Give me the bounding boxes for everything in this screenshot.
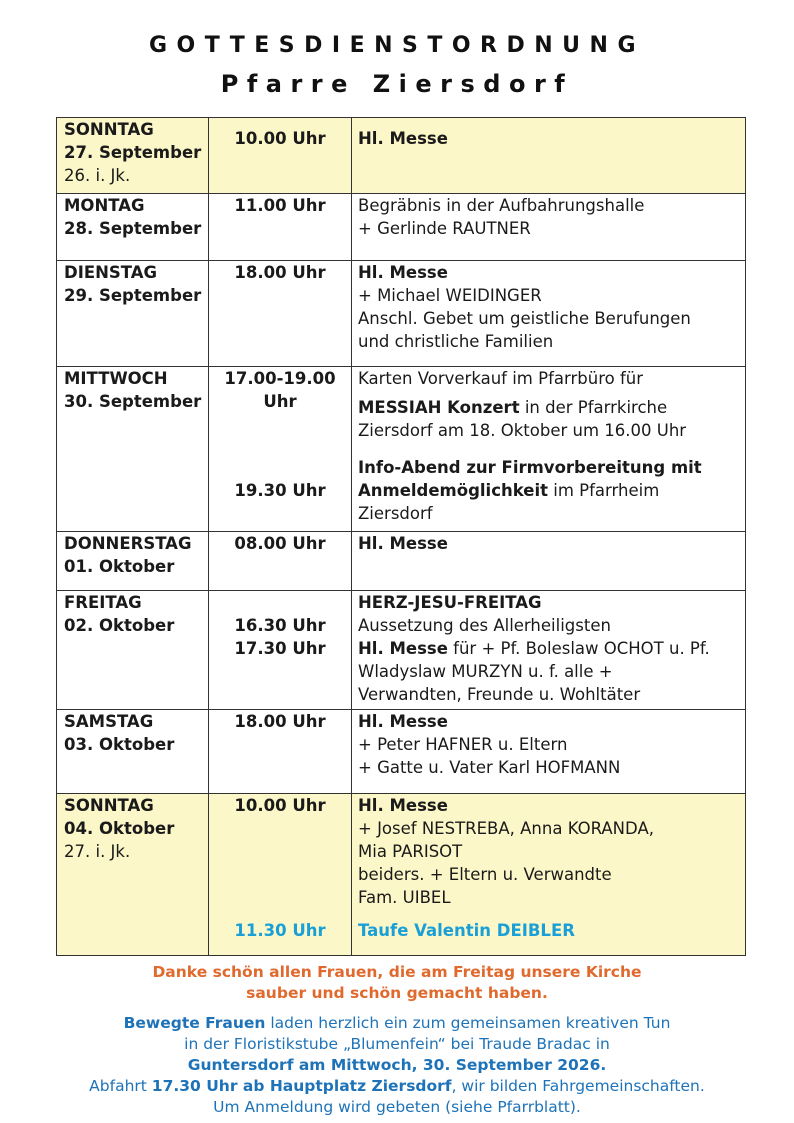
service-line: Begräbnis in der Aufbahrungshalle [358, 196, 645, 215]
schedule-row [57, 532, 746, 591]
time: 16.30 Uhr [234, 616, 326, 635]
time-cell [209, 710, 352, 794]
schedule-row [57, 261, 746, 367]
weekday: DONNERSTAG [64, 534, 192, 553]
page-title: GOTTESDIENSTORDNUNG [148, 33, 646, 58]
service-cell [352, 261, 746, 367]
time-cell [209, 367, 352, 532]
service-title: Hl. Messe [358, 534, 448, 553]
service-cell [352, 118, 746, 194]
time: 10.00 Uhr [234, 129, 326, 148]
mass-label: Hl. Messe [358, 639, 448, 658]
time: 18.00 Uhr [234, 263, 326, 282]
day-cell [57, 367, 209, 532]
weekday: SAMSTAG [64, 712, 154, 731]
baptism-time: 11.30 Uhr [234, 921, 326, 940]
date: 30. September [64, 392, 202, 411]
service-line: + Gerlinde RAUTNER [358, 219, 531, 238]
liturgical-week: 27. i. Jk. [64, 842, 131, 861]
time: 17.30 Uhr [234, 639, 326, 658]
time-cell [209, 118, 352, 194]
service-line: + Gatte u. Vater Karl HOFMANN [358, 758, 621, 777]
day-cell [57, 194, 209, 261]
date: 28. September [64, 219, 202, 238]
event-text: Abfahrt [89, 1077, 152, 1095]
service-line: beiders. + Eltern u. Verwandte [358, 865, 612, 884]
service-title: Info-Abend zur Firmvorbereitung mit [358, 458, 702, 477]
time-cell [209, 261, 352, 367]
schedule-row [57, 710, 746, 794]
schedule-row [57, 194, 746, 261]
registration-label: Anmeldemöglichkeit [358, 481, 548, 500]
service-title: Hl. Messe [358, 796, 448, 815]
date: 27. September [64, 143, 202, 162]
service-title: Hl. Messe [358, 129, 448, 148]
time-cell [209, 591, 352, 710]
liturgical-week: 26. i. Jk. [64, 166, 131, 185]
parish-subtitle: Pfarre Ziersdorf [220, 70, 574, 98]
event-line [0, 1013, 794, 1034]
weekday: SONNTAG [64, 120, 154, 139]
time: 18.00 Uhr [234, 712, 326, 731]
service-line: + Josef NESTREBA, Anna KORANDA, [358, 819, 654, 838]
service-cell [352, 591, 746, 710]
event-date: Guntersdorf am Mittwoch, 30. September 2026. [187, 1056, 607, 1074]
service-cell [352, 194, 746, 261]
time: 17.00-19.00 Uhr [224, 369, 336, 411]
event-notice [0, 1013, 794, 1118]
date: 29. September [64, 286, 202, 305]
service-line: Ziersdorf [358, 504, 433, 523]
service-cell [352, 367, 746, 532]
date: 02. Oktober [64, 616, 175, 635]
schedule-row [57, 591, 746, 710]
day-cell [57, 794, 209, 956]
service-line: + Peter HAFNER u. Eltern [358, 735, 568, 754]
weekday: MONTAG [64, 196, 145, 215]
schedule-row [57, 118, 746, 194]
service-line: Mia PARISOT [358, 842, 463, 861]
service-schedule-table [56, 117, 746, 956]
time-cell [209, 794, 352, 956]
thanks-line: sauber und schön gemacht haben. [246, 984, 548, 1002]
mass-intention: für + Pf. Boleslaw OCHOT u. Pf. [447, 639, 710, 658]
service-line: Wladyslaw MURZYN u. f. alle + [358, 662, 613, 681]
day-cell [57, 261, 209, 367]
weekday: DIENSTAG [64, 263, 158, 282]
time: 10.00 Uhr [234, 796, 326, 815]
baptism-title: Taufe Valentin DEIBLER [358, 921, 575, 940]
service-line: + Michael WEIDINGER [358, 286, 542, 305]
service-title: Hl. Messe [358, 712, 448, 731]
service-line: Aussetzung des Allerheiligsten [358, 616, 611, 635]
registration-location: im Pfarrheim [548, 481, 660, 500]
service-cell [352, 710, 746, 794]
service-line [358, 479, 739, 502]
service-title: Hl. Messe [358, 263, 448, 282]
concert-location: in der Pfarrkirche [519, 398, 668, 417]
service-line [358, 396, 739, 419]
time-cell [209, 194, 352, 261]
event-text: laden herzlich ein zum gemeinsamen kreativen Tun [265, 1014, 671, 1032]
event-line [0, 1076, 794, 1097]
date: 01. Oktober [64, 557, 175, 576]
date: 04. Oktober [64, 819, 175, 838]
day-cell [57, 710, 209, 794]
weekday: FREITAG [64, 593, 142, 612]
time: 08.00 Uhr [234, 534, 326, 553]
service-line: Fam. UIBEL [358, 888, 451, 907]
group-name: Bewegte Frauen [123, 1014, 266, 1032]
time: 19.30 Uhr [234, 481, 326, 500]
service-cell [352, 532, 746, 591]
service-line: Karten Vorverkauf im Pfarrbüro für [358, 369, 644, 388]
thanks-line: Danke schön allen Frauen, die am Freitag unsere Kirche [152, 963, 642, 981]
service-line [358, 637, 739, 660]
service-cell [352, 794, 746, 956]
schedule-row [57, 367, 746, 532]
day-cell [57, 591, 209, 710]
event-line: in der Floristikstube „Blumenfein“ bei Traude Bradac in [184, 1035, 610, 1053]
schedule-row [57, 794, 746, 956]
thanks-notice [0, 962, 794, 1004]
service-line: Ziersdorf am 18. Oktober um 16.00 Uhr [358, 421, 687, 440]
service-line: Verwandten, Freunde u. Wohltäter [358, 685, 641, 704]
departure-info: 17.30 Uhr ab Hauptplatz Ziersdorf [151, 1077, 452, 1095]
day-cell [57, 118, 209, 194]
service-line: Anschl. Gebet um geistliche Berufungen [358, 309, 691, 328]
time: 11.00 Uhr [234, 196, 326, 215]
concert-title: MESSIAH Konzert [358, 398, 520, 417]
day-cell [57, 532, 209, 591]
event-line: Um Anmeldung wird gebeten (siehe Pfarrblatt). [213, 1098, 581, 1116]
service-title: HERZ-JESU-FREITAG [358, 593, 542, 612]
event-text: , wir bilden Fahrgemeinschaften. [451, 1077, 705, 1095]
date: 03. Oktober [64, 735, 175, 754]
weekday: SONNTAG [64, 796, 154, 815]
time-cell [209, 532, 352, 591]
weekday: MITTWOCH [64, 369, 168, 388]
service-line: und christliche Familien [358, 332, 554, 351]
